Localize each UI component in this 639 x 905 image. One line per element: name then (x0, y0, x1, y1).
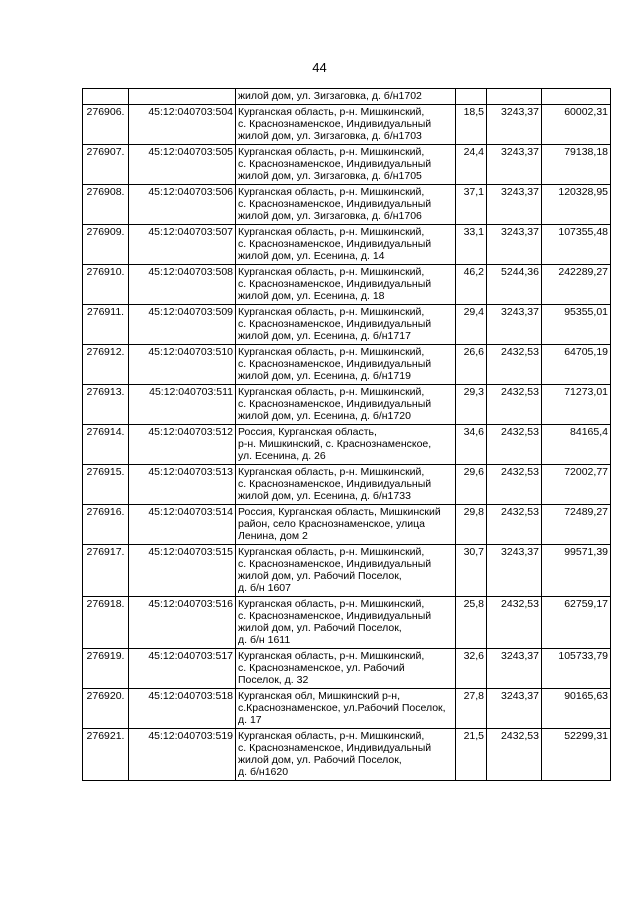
cell-cadastral: 45:12:040703:519 (129, 729, 236, 781)
cell-address: Курганская область, р-н. Мишкинский, с. Краснознаменское, Индивидуальный жилой дом, ул. Есенина, д. б/н1733 (236, 465, 456, 505)
cell-cadastral: 45:12:040703:513 (129, 465, 236, 505)
cell-address: жилой дом, ул. Зигзаговка, д. б/н1702 (236, 89, 456, 105)
cell-area: 30,7 (456, 545, 487, 597)
cell-cadastral: 45:12:040703:517 (129, 649, 236, 689)
cell-rate: 3243,37 (487, 545, 542, 597)
cell-cadastral: 45:12:040703:504 (129, 105, 236, 145)
cell-rate: 3243,37 (487, 689, 542, 729)
cell-area: 24,4 (456, 145, 487, 185)
cell-value: 95355,01 (542, 305, 611, 345)
cell-rate: 5244,36 (487, 265, 542, 305)
cell-value: 79138,18 (542, 145, 611, 185)
cell-cadastral: 45:12:040703:509 (129, 305, 236, 345)
table-row (83, 225, 611, 265)
table-row (83, 385, 611, 425)
cell-address: Курганская область, р-н. Мишкинский, с. Краснознаменское, Индивидуальный жилой дом, ул. Есенина, д. б/н1720 (236, 385, 456, 425)
cell-number: 276912. (83, 345, 129, 385)
cell-address: Курганская область, р-н. Мишкинский, с. Краснознаменское, Индивидуальный жилой дом, ул. Рабочий Поселок, д. б/н1620 (236, 729, 456, 781)
cell-address: Россия, Курганская область, Мишкинский район, село Краснознаменское, улица Ленина, дом 2 (236, 505, 456, 545)
table-row (83, 597, 611, 649)
table-row (83, 649, 611, 689)
cell-area: 34,6 (456, 425, 487, 465)
cell-address: Курганская область, р-н. Мишкинский, с. Краснознаменское, Индивидуальный жилой дом, ул. Есенина, д. б/н1717 (236, 305, 456, 345)
cell-number: 276911. (83, 305, 129, 345)
cell-rate: 2432,53 (487, 425, 542, 465)
cell-cadastral: 45:12:040703:518 (129, 689, 236, 729)
cell-value: 64705,19 (542, 345, 611, 385)
cell-number: 276916. (83, 505, 129, 545)
page-number: 44 (312, 60, 327, 75)
cell-address: Россия, Курганская область, р-н. Мишкинский, с. Краснознаменское, ул. Есенина, д. 26 (236, 425, 456, 465)
cell-area: 29,8 (456, 505, 487, 545)
cell-cadastral: 45:12:040703:505 (129, 145, 236, 185)
cell-value: 72002,77 (542, 465, 611, 505)
cell-value: 107355,48 (542, 225, 611, 265)
cell-value: 242289,27 (542, 265, 611, 305)
cell-number: 276907. (83, 145, 129, 185)
cell-area: 26,6 (456, 345, 487, 385)
cell-number: 276921. (83, 729, 129, 781)
table-row (83, 465, 611, 505)
cell-area: 27,8 (456, 689, 487, 729)
cell-number: 276908. (83, 185, 129, 225)
cell-address: Курганская область, р-н. Мишкинский, с. Краснознаменское, Индивидуальный жилой дом, ул. Есенина, д. б/н1719 (236, 345, 456, 385)
cell-value: 71273,01 (542, 385, 611, 425)
cell-cadastral: 45:12:040703:507 (129, 225, 236, 265)
cell-number: 276920. (83, 689, 129, 729)
cell-cadastral: 45:12:040703:516 (129, 597, 236, 649)
cell-area: 25,8 (456, 597, 487, 649)
cell-cadastral: 45:12:040703:511 (129, 385, 236, 425)
cell-area: 29,3 (456, 385, 487, 425)
cell-value: 105733,79 (542, 649, 611, 689)
cell-rate: 2432,53 (487, 345, 542, 385)
cell-value: 84165,4 (542, 425, 611, 465)
cell-number: 276910. (83, 265, 129, 305)
cell-rate (487, 89, 542, 105)
cell-cadastral: 45:12:040703:514 (129, 505, 236, 545)
table-row (83, 145, 611, 185)
cell-value: 90165,63 (542, 689, 611, 729)
cell-area: 37,1 (456, 185, 487, 225)
cell-rate: 2432,53 (487, 729, 542, 781)
table-row (83, 545, 611, 597)
cell-value: 62759,17 (542, 597, 611, 649)
cell-address: Курганская область, р-н. Мишкинский, с. Краснознаменское, Индивидуальный жилой дом, ул. Зигзаговка, д. б/н1706 (236, 185, 456, 225)
cell-value: 99571,39 (542, 545, 611, 597)
cell-address: Курганская область, р-н. Мишкинский, с. Краснознаменское, Индивидуальный жилой дом, ул. Рабочий Поселок, д. б/н 1611 (236, 597, 456, 649)
cell-area: 18,5 (456, 105, 487, 145)
table-row (83, 105, 611, 145)
cell-address: Курганская область, р-н. Мишкинский, с. Краснознаменское, Индивидуальный жилой дом, ул. Есенина, д. 18 (236, 265, 456, 305)
registry-table-body (83, 89, 611, 781)
cell-rate: 2432,53 (487, 505, 542, 545)
table-row (83, 345, 611, 385)
cell-number: 276919. (83, 649, 129, 689)
cell-number: 276909. (83, 225, 129, 265)
cell-address: Курганская область, р-н. Мишкинский, с. Краснознаменское, Индивидуальный жилой дом, ул. Рабочий Поселок, д. б/н 1607 (236, 545, 456, 597)
cell-value: 72489,27 (542, 505, 611, 545)
cell-cadastral: 45:12:040703:508 (129, 265, 236, 305)
cell-rate: 3243,37 (487, 145, 542, 185)
cell-cadastral: 45:12:040703:510 (129, 345, 236, 385)
cell-value: 60002,31 (542, 105, 611, 145)
table-row (83, 425, 611, 465)
cell-rate: 3243,37 (487, 225, 542, 265)
table-row (83, 265, 611, 305)
cell-rate: 3243,37 (487, 105, 542, 145)
cell-cadastral: 45:12:040703:512 (129, 425, 236, 465)
cell-number: 276914. (83, 425, 129, 465)
cell-number (83, 89, 129, 105)
cell-rate: 3243,37 (487, 185, 542, 225)
cell-address: Курганская обл, Мишкинский р-н, с.Краснознаменское, ул.Рабочий Поселок, д. 17 (236, 689, 456, 729)
cell-number: 276906. (83, 105, 129, 145)
cell-area: 29,6 (456, 465, 487, 505)
cell-area: 46,2 (456, 265, 487, 305)
cell-address: Курганская область, р-н. Мишкинский, с. Краснознаменское, ул. Рабочий Поселок, д. 32 (236, 649, 456, 689)
table-row (83, 729, 611, 781)
table-row (83, 305, 611, 345)
cell-rate: 2432,53 (487, 385, 542, 425)
cell-area: 29,4 (456, 305, 487, 345)
table-row (83, 185, 611, 225)
cell-value: 120328,95 (542, 185, 611, 225)
cell-rate: 3243,37 (487, 305, 542, 345)
registry-table (82, 88, 611, 781)
cell-cadastral (129, 89, 236, 105)
cell-value (542, 89, 611, 105)
cell-cadastral: 45:12:040703:506 (129, 185, 236, 225)
cell-number: 276915. (83, 465, 129, 505)
cell-number: 276918. (83, 597, 129, 649)
cell-area: 32,6 (456, 649, 487, 689)
cell-area (456, 89, 487, 105)
table-row (83, 505, 611, 545)
cell-cadastral: 45:12:040703:515 (129, 545, 236, 597)
cell-address: Курганская область, р-н. Мишкинский, с. Краснознаменское, Индивидуальный жилой дом, ул. Зигзаговка, д. б/н1703 (236, 105, 456, 145)
cell-address: Курганская область, р-н. Мишкинский, с. Краснознаменское, Индивидуальный жилой дом, ул. Есенина, д. 14 (236, 225, 456, 265)
cell-number: 276917. (83, 545, 129, 597)
cell-number: 276913. (83, 385, 129, 425)
cell-address: Курганская область, р-н. Мишкинский, с. Краснознаменское, Индивидуальный жилой дом, ул. Зигзаговка, д. б/н1705 (236, 145, 456, 185)
cell-rate: 2432,53 (487, 597, 542, 649)
cell-rate: 2432,53 (487, 465, 542, 505)
cell-rate: 3243,37 (487, 649, 542, 689)
table-row-continuation (83, 89, 611, 105)
cell-value: 52299,31 (542, 729, 611, 781)
cell-area: 33,1 (456, 225, 487, 265)
cell-area: 21,5 (456, 729, 487, 781)
table-row (83, 689, 611, 729)
